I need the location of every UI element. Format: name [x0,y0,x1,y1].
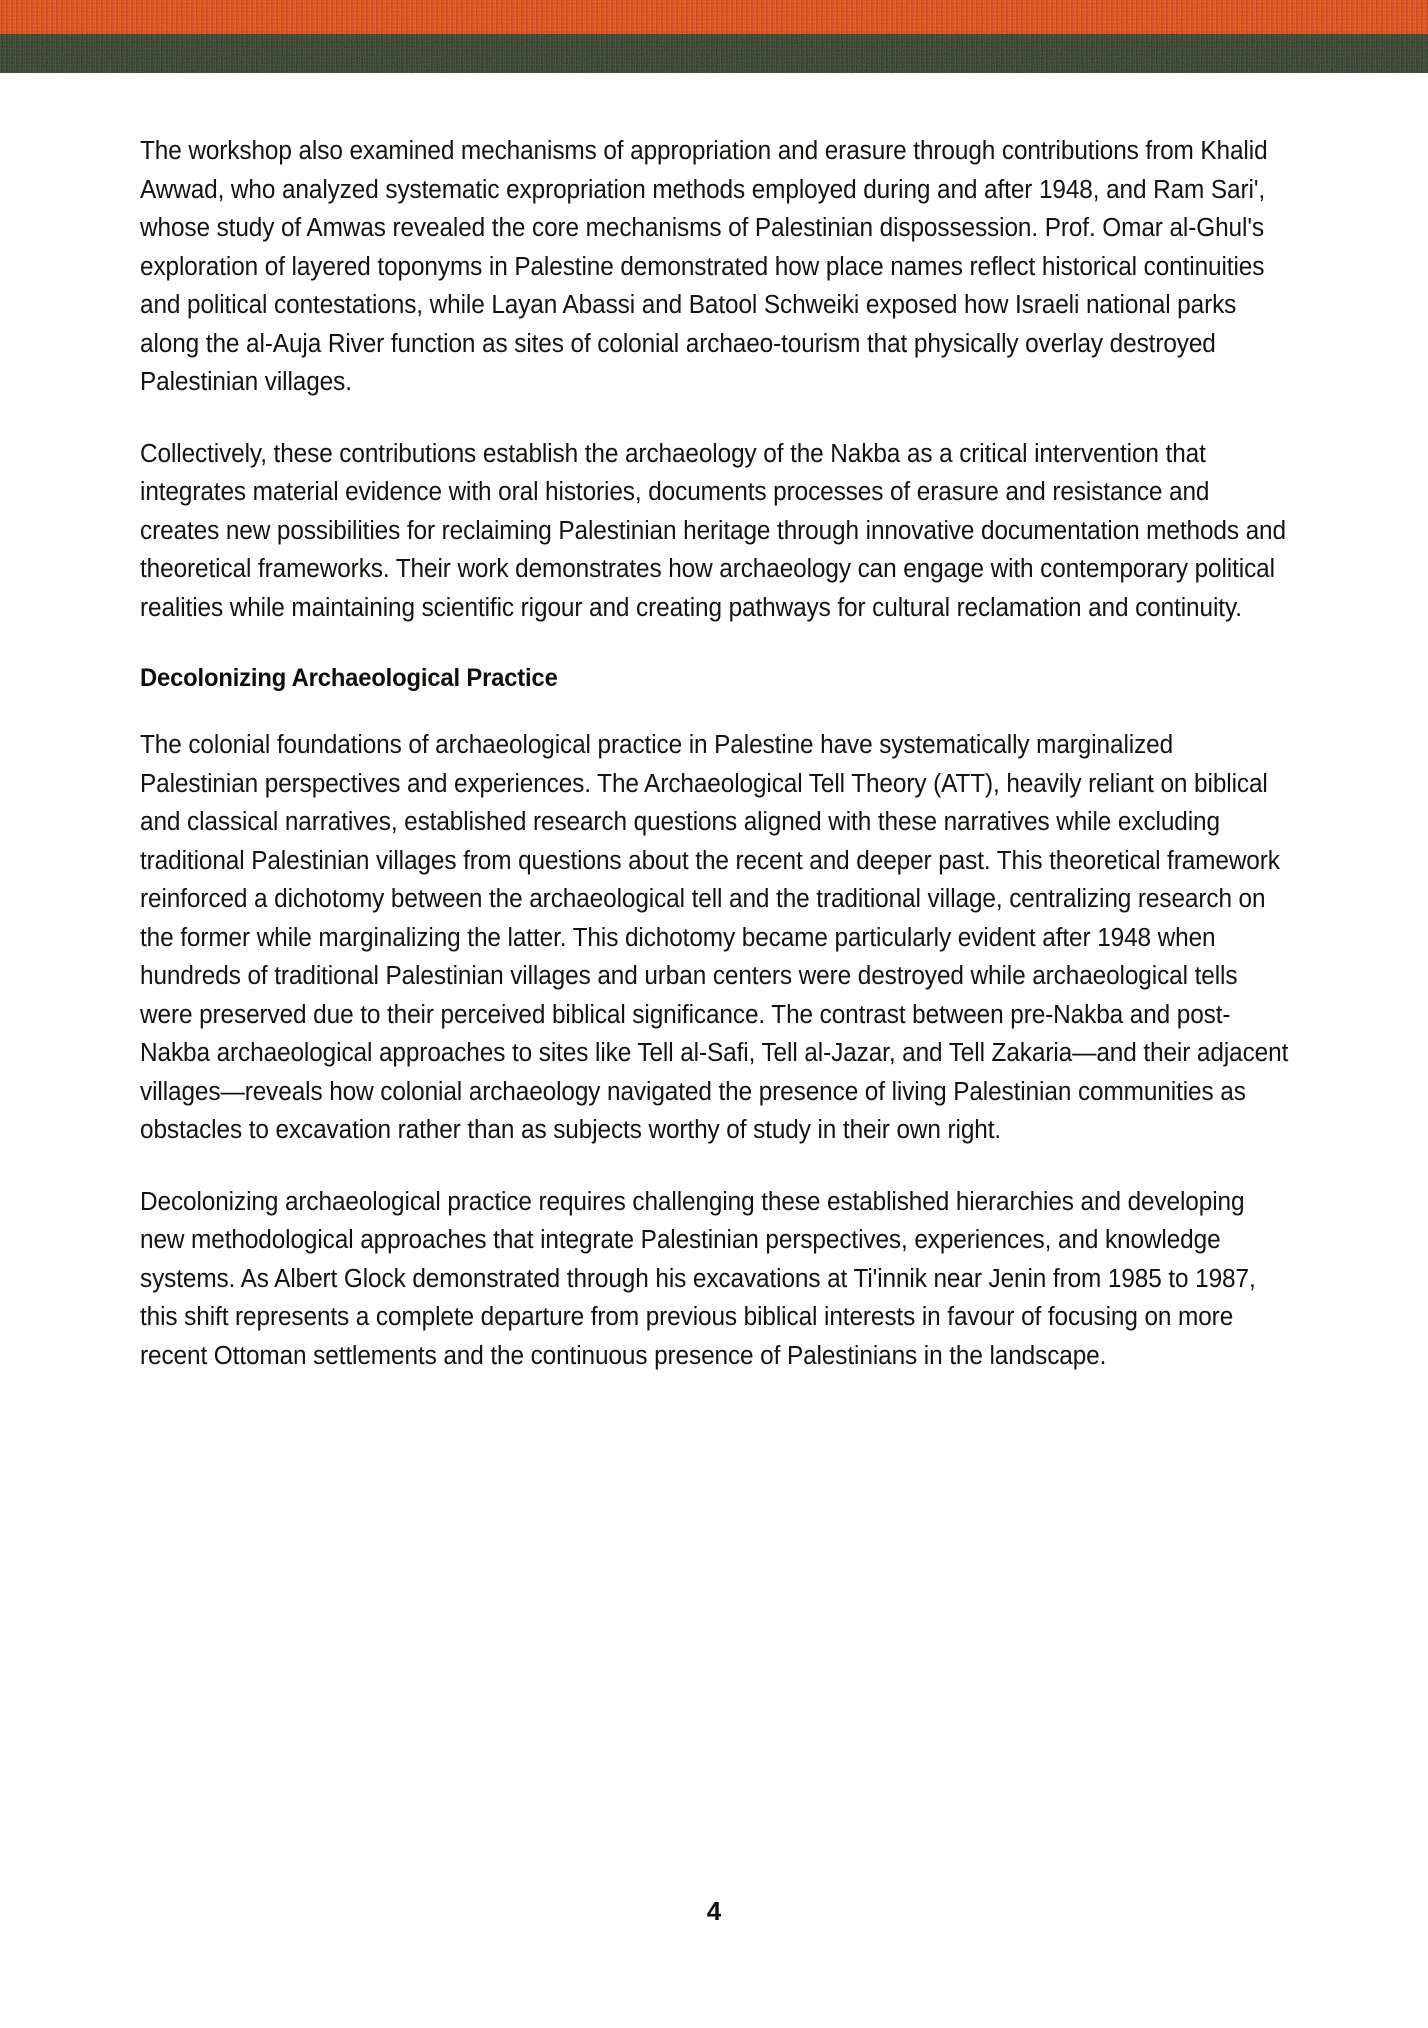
page-number: 4 [706,1896,722,1926]
paragraph-decolonizing-requires: Decolonizing archaeological practice requires challenging these established hierarchies and developing new methodological approaches that integrate Palestinian perspectives, experiences, and knowledge systems. As Albert Glock demonstrated through his excavations at Ti'innik near Jenin from 1985 to 1987, this shift represents a complete departure from previous biblical interests in favour of focusing on more recent Ottoman settlements and the continuous presence of Palestinians in the landscape. [140,1187,1256,1370]
document-content [140,132,1292,1408]
page-top-banner [0,0,1428,74]
paragraph-colonial-foundations: The colonial foundations of archaeological practice in Palestine have systematically marginalized Palestinian perspectives and experiences. The Archaeological Tell Theory (ATT), heavily reliant on biblical and classical narratives, established research questions aligned with these narratives while excluding traditional Palestinian villages from questions about the recent and deeper past. This theoretical framework reinforced a dichotomy between the archaeological tell and the traditional village, centralizing research on the former while marginalizing the latter. This dichotomy became particularly evident after 1948 when hundreds of traditional Palestinian villages and urban centers were destroyed while archaeological tells were preserved due to their perceived biblical significance. The contrast between pre-Nakba and post-Nakba archaeological approaches to sites like Tell al-Safi, Tell al-Jazar, and Tell Zakaria—and their adjacent villages—reveals how colonial archaeology navigated the presence of living Palestinian communities as obstacles to excavation rather than as subjects worthy of study in their own right. [140,731,1289,1144]
paragraph-workshop-mechanisms: The workshop also examined mechanisms of appropriation and erasure through contributions from Khalid Awwad, who analyzed systematic expropriation methods employed during and after 1948, and Ram Sari', whose study of Amwas revealed the core mechanisms of Palestinian dispossession. Prof. Omar al-Ghul's exploration of layered toponyms in Palestine demonstrated how place names reflect historical continuities and political contestations, while Layan Abassi and Batool Schweiki exposed how Israeli national parks along the al-Auja River function as sites of colonial archaeo-tourism that physically overlay destroyed Palestinian villages. [140,137,1268,396]
section-heading-decolonizing-archaeological-practice: Decolonizing Archaeological Practice [140,664,558,692]
banner-orange-band [0,0,1428,34]
page-body [0,74,1428,2028]
paragraph-collectively: Collectively, these contributions establish the archaeology of the Nakba as a critical intervention that integrates material evidence with oral histories, documents processes of erasure and resistance and creates new possibilities for reclaiming Palestinian heritage through innovative documentation methods and theoretical frameworks. Their work demonstrates how archaeology can engage with contemporary political realities while maintaining scientific rigour and creating pathways for cultural reclamation and continuity. [140,439,1286,622]
banner-green-band [0,34,1428,73]
